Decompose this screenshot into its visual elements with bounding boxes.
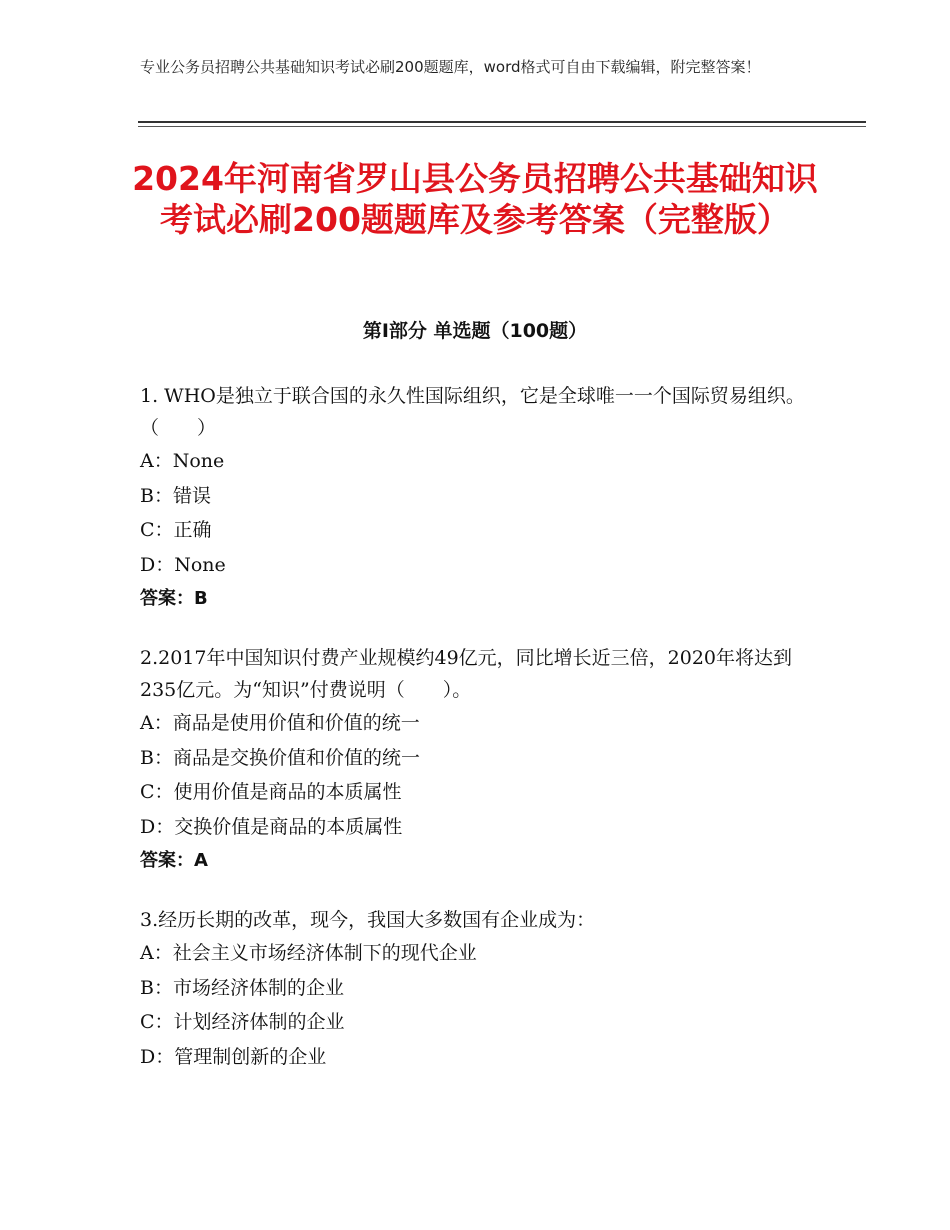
question-1 xyxy=(140,380,820,616)
option-c: C：计划经济体制的企业 xyxy=(140,1011,345,1033)
option-a: A：None xyxy=(140,450,225,472)
question-text: 2.2017年中国知识付费产业规模约49亿元，同比增长近三倍，2020年将达到235亿元。为“知识”付费说明（ ）。 xyxy=(140,647,793,701)
answer-line: 答案：B xyxy=(140,588,208,609)
option-b: B：错误 xyxy=(140,484,211,507)
answer-line: 答案：A xyxy=(140,850,208,871)
option-d: D：交换价值是商品的本质属性 xyxy=(140,815,403,838)
document-title: 2024年河南省罗山县公务员招聘公共基础知识考试必刷200题题库及参考答案（完整版） xyxy=(132,159,818,239)
question-text: 1. WHO是独立于联合国的永久性国际组织，它是全球唯一一个国际贸易组织。（ ） xyxy=(140,385,805,439)
header-divider-thin xyxy=(138,126,866,127)
option-d: D：管理制创新的企业 xyxy=(140,1045,327,1068)
option-c: C：正确 xyxy=(140,519,212,541)
option-d: D：None xyxy=(140,553,226,576)
question-list xyxy=(140,380,820,1100)
question-text: 3.经历长期的改革，现今，我国大多数国有企业成为： xyxy=(140,909,596,931)
option-a: A：社会主义市场经济体制下的现代企业 xyxy=(140,942,477,964)
section-title: 第Ⅰ部分 单选题（100题） xyxy=(362,320,588,342)
option-a: A：商品是使用价值和价值的统一 xyxy=(140,712,420,734)
question-3 xyxy=(140,904,820,1074)
header-divider-thick xyxy=(138,121,866,123)
option-c: C：使用价值是商品的本质属性 xyxy=(140,781,402,803)
option-b: B：商品是交换价值和价值的统一 xyxy=(140,746,420,769)
option-b: B：市场经济体制的企业 xyxy=(140,976,344,999)
question-2 xyxy=(140,642,820,878)
header-note: 专业公务员招聘公共基础知识考试必刷200题题库，word格式可自由下载编辑，附完整答案！ xyxy=(140,58,761,76)
